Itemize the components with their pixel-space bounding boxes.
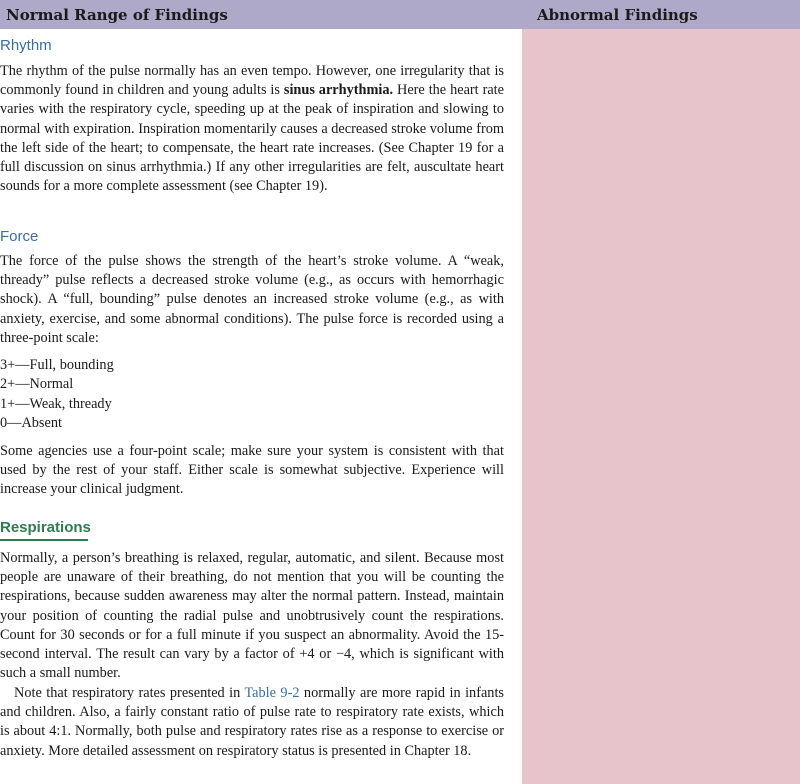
normal-findings-column — [0, 29, 518, 784]
normal-findings-header: Normal Range of Findings — [6, 6, 228, 24]
scale-item: 1+—Weak, thready — [0, 395, 112, 412]
scale-item: 2+—Normal — [0, 376, 74, 393]
respirations-paragraph-2 — [0, 684, 504, 761]
respirations-text-2: normally are more rapid in infants and children. Also, a fairly constant ratio of pulse rate to respiratory rate exists, which is about 4:1. Normally, both pulse and respiratory rates rise as a response to exercise or anxiety. More detailed assessment on respiratory status is presented in Chapter 18. — [0, 685, 504, 759]
table-header — [0, 0, 800, 29]
respirations-paragraph-1: Normally, a person’s breathing is relaxed, regular, automatic, and silent. Because most people are unaware of their breathing, do not mention that you will be counting the respirations, because sudden awareness may alter the normal pattern. Instead, maintain your position of counting the radial pulse and unobtrusively count the respirations. Count for 30 seconds or for a full minute if you suspect an abnormality. Avoid the 15-second interval. The result can vary by a factor of +4 or −4, which is significant with such a small number. — [0, 550, 504, 682]
rhythm-heading: Rhythm — [0, 37, 52, 54]
scale-item: 0—Absent — [0, 415, 62, 432]
force-scale-list — [0, 356, 114, 434]
respirations-underline — [0, 539, 88, 541]
rhythm-text-2: Here the heart rate varies with the respiratory cycle, speeding up at the peak of inspiration and slowing to normal with expiration. Inspiration momentarily causes a decreased stroke volume from the left side of the heart; to compensate, the heart rate increases. (See Chapter 19 for a full discussion on sinus arrhythmia.) If any other irregularities are felt, auscultate heart sounds for a more complete assessment (see Chapter 19). — [0, 82, 504, 195]
respirations-heading — [0, 519, 91, 541]
table-9-2-link[interactable]: Table 9-2 — [244, 685, 300, 701]
respirations-heading-text: Respirations — [0, 519, 91, 536]
force-paragraph: The force of the pulse shows the strength of the heart’s stroke volume. A “weak, thready” pulse reflects a decreased stroke volume (e.g., as occurs with hemorrhagic shock). A “full, bounding” pulse denotes an increased stroke volume (e.g., as with anxiety, exercise, and some abnormal conditions). The pulse force is recorded using a three-point scale: — [0, 253, 504, 346]
force-paragraph-2: Some agencies use a four-point scale; make sure your system is consistent with that used by the rest of your staff. Either scale is somewhat subjective. Experience will increase your clinical judgment. — [0, 443, 504, 498]
abnormal-findings-column — [522, 29, 800, 784]
rhythm-paragraph — [0, 62, 504, 196]
rhythm-text-1: The rhythm of the pulse normally has an even tempo. However, one irregularity that is commonly found in children and young adults is — [0, 63, 504, 99]
scale-item: 3+—Full, bounding — [0, 357, 114, 373]
abnormal-findings-header: Abnormal Findings — [537, 6, 698, 24]
force-heading: Force — [0, 228, 39, 245]
respirations-text-1: Note that respiratory rates presented in — [14, 685, 245, 701]
sinus-arrhythmia-term: sinus arrhythmia. — [283, 82, 394, 99]
